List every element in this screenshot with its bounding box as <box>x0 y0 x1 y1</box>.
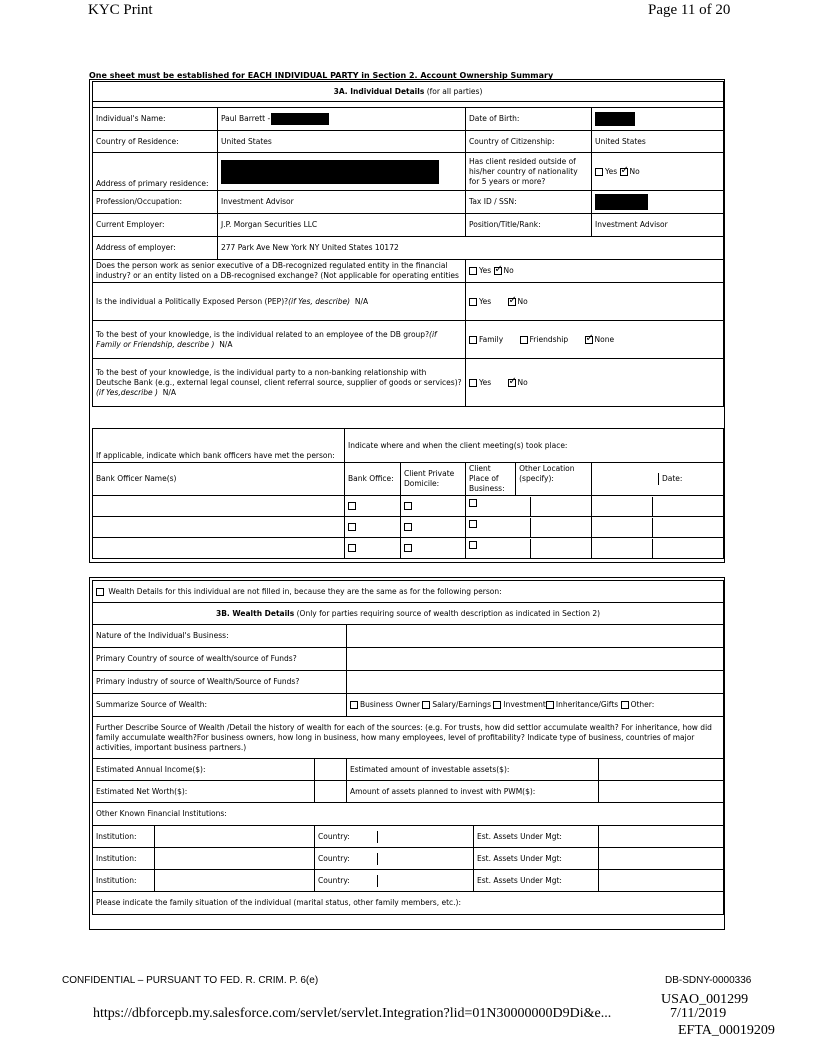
residence-value: United States <box>218 131 466 153</box>
client-place-checkbox[interactable] <box>469 499 477 507</box>
question-non-banking: To the best of your knowledge, is the individual party to a non-banking relationship with Deutsche Bank (e.g., external legal counsel, client referral source, supplier of goods or services)?(if Yes,describe ) N/A <box>93 359 466 407</box>
nature-business-label: Nature of the Individual's Business: <box>93 625 347 648</box>
col-bank-officer-name: Bank Officer Name(s) <box>93 463 345 496</box>
client-place-checkbox[interactable] <box>469 520 477 528</box>
client-place-checkbox[interactable] <box>469 541 477 549</box>
bank-office-checkbox[interactable] <box>348 502 356 510</box>
est-assets-input[interactable] <box>599 848 724 870</box>
meeting-row <box>93 517 724 538</box>
efta-number: EFTA_00019209 <box>678 1023 775 1038</box>
est-assets-label: Est. Assets Under Mgt: <box>474 848 599 870</box>
summarize-source-label: Summarize Source of Wealth: <box>93 694 347 717</box>
pep-yes-checkbox[interactable] <box>469 298 477 306</box>
bank-office-checkbox[interactable] <box>348 544 356 552</box>
redaction-block <box>221 160 439 184</box>
meeting-row <box>93 496 724 517</box>
col-bank-office: Bank Office: <box>345 463 401 496</box>
non-banking-options: Yes ✓ No <box>466 359 724 407</box>
position-label: Position/Title/Rank: <box>466 214 592 237</box>
meeting-row <box>93 538 724 559</box>
other-source-checkbox[interactable] <box>621 701 629 709</box>
senior-executive-options: Yes ✓ No <box>466 260 724 283</box>
meeting-location-label: Indicate where and when the client meeting(s) took place: <box>345 429 724 463</box>
db-employee-options: Family Friendship ✓ None <box>466 321 724 359</box>
usao-number: USAO_001299 <box>661 992 749 1007</box>
address-value <box>218 153 466 191</box>
resided-options: Yes ✓ No <box>592 153 724 191</box>
confidential-notice: CONFIDENTIAL – PURSUANT TO FED. R. CRIM. P. 6(e) <box>62 975 319 986</box>
employer-label: Current Employer: <box>93 214 218 237</box>
senior-exec-yes-checkbox[interactable] <box>469 267 477 275</box>
section-3a-title: 3A. Individual Details (for all parties) <box>93 82 724 102</box>
same-as-row: Wealth Details for this individual are not filled in, because they are the same as for the following person: <box>93 581 724 603</box>
bank-officer-input[interactable] <box>93 538 345 559</box>
position-value: Investment Advisor <box>592 214 724 237</box>
citizenship-value: United States <box>592 131 724 153</box>
page-number: Page 11 of 20 <box>648 2 731 18</box>
business-owner-checkbox[interactable] <box>350 701 358 709</box>
source-url: https://dbforcepb.my.salesforce.com/servlet/servlet.Integration?lid=01N30000000D9Di&e... <box>93 1006 612 1021</box>
primary-industry-label: Primary industry of source of Wealth/Source of Funds? <box>93 671 347 694</box>
print-date: 7/11/2019 <box>670 1006 727 1021</box>
resided-yes-checkbox[interactable] <box>595 168 603 176</box>
family-checkbox[interactable] <box>469 336 477 344</box>
est-assets-input[interactable] <box>599 826 724 848</box>
planned-assets-label: Amount of assets planned to invest with PWM($): <box>347 781 599 803</box>
pep-no-checkbox[interactable] <box>508 298 516 306</box>
further-describe-text: Further Describe Source of Wealth /Detail the history of wealth for each of the sources: (e.g. For trusts, how did settlor accumulate wealth? For inheritance, how did family accumulate wealth?For business owners, how long in business, how many employees, level of profitability? Indicate type of business, countries of major activities, important business partners.) <box>93 717 724 759</box>
col-date: Date: <box>592 463 724 496</box>
investable-assets-label: Estimated amount of investable assets($): <box>347 759 599 781</box>
institution-row <box>93 848 724 870</box>
resided-no-checkbox[interactable] <box>620 168 628 176</box>
est-assets-input[interactable] <box>599 870 724 892</box>
institution-label: Institution: <box>93 848 155 870</box>
institution-input[interactable] <box>155 848 315 870</box>
profession-label: Profession/Occupation: <box>93 191 218 214</box>
nature-business-input[interactable] <box>347 625 724 648</box>
net-worth-label: Estimated Net Worth($): <box>93 781 315 803</box>
bank-officer-input[interactable] <box>93 496 345 517</box>
country-cell: Country: <box>315 870 474 892</box>
senior-exec-no-checkbox[interactable] <box>494 267 502 275</box>
institution-row <box>93 826 724 848</box>
client-private-checkbox[interactable] <box>404 523 412 531</box>
question-senior-executive: Does the person work as senior executive of a DB-recognized regulated entity in the financial industry? or an entity listed on a DB-recognised exchange? (Not applicable for operating entities <box>93 260 466 283</box>
none-checkbox[interactable] <box>585 336 593 344</box>
source-options: Business Owner Salary/Earnings Investment Inheritance/Gifts Other: <box>347 694 724 717</box>
redaction-block <box>595 112 635 126</box>
employer-address-value: 277 Park Ave New York NY United States 10172 <box>218 237 724 260</box>
friendship-checkbox[interactable] <box>520 336 528 344</box>
country-cell: Country: <box>315 848 474 870</box>
pep-options: Yes ✓ No <box>466 283 724 321</box>
section-3b-table <box>92 580 724 915</box>
instruction-note: One sheet must be established for EACH INDIVIDUAL PARTY in Section 2. Account Ownership Summary <box>89 71 554 80</box>
section-3a-table <box>92 81 724 559</box>
family-situation-label: Please indicate the family situation of the individual (marital status, other family members, etc.): <box>93 892 724 915</box>
client-private-checkbox[interactable] <box>404 544 412 552</box>
annual-income-label: Estimated Annual Income($): <box>93 759 315 781</box>
other-fi-label: Other Known Financial Institutions: <box>93 803 724 826</box>
est-assets-label: Est. Assets Under Mgt: <box>474 870 599 892</box>
institution-label: Institution: <box>93 870 155 892</box>
redaction-block <box>271 113 329 125</box>
bank-officer-input[interactable] <box>93 517 345 538</box>
net-worth-input[interactable] <box>315 781 347 803</box>
est-assets-label: Est. Assets Under Mgt: <box>474 826 599 848</box>
institution-input[interactable] <box>155 870 315 892</box>
question-pep: Is the individual a Politically Exposed Person (PEP)?(if Yes, describe) N/A <box>93 283 466 321</box>
name-value: Paul Barrett - <box>218 108 466 131</box>
col-client-private-domicile: Client Private Domicile: <box>401 463 466 496</box>
resided-label: Has client resided outside of his/her country of nationality for 5 years or more? <box>466 153 592 191</box>
taxid-value <box>592 191 724 214</box>
employer-value: J.P. Morgan Securities LLC <box>218 214 466 237</box>
inheritance-checkbox[interactable] <box>546 701 554 709</box>
address-label: Address of primary residence: <box>93 153 218 191</box>
bank-office-checkbox[interactable] <box>348 523 356 531</box>
same-as-checkbox[interactable] <box>96 588 104 596</box>
print-header-title: KYC Print <box>88 2 153 18</box>
section-3b-title: 3B. Wealth Details (Only for parties requiring source of wealth description as indicated in Section 2) <box>93 603 724 625</box>
redaction-block <box>595 194 648 210</box>
taxid-label: Tax ID / SSN: <box>466 191 592 214</box>
investment-checkbox[interactable] <box>493 701 501 709</box>
investable-assets-input[interactable] <box>599 759 724 781</box>
primary-industry-input[interactable] <box>347 671 724 694</box>
dob-value <box>592 108 724 131</box>
citizenship-label: Country of Citizenship: <box>466 131 592 153</box>
bates-number: DB-SDNY-0000336 <box>665 975 752 986</box>
employer-address-label: Address of employer: <box>93 237 218 260</box>
institution-input[interactable] <box>155 826 315 848</box>
bank-officers-label: If applicable, indicate which bank officers have met the person: <box>93 429 345 463</box>
country-cell: Country: <box>315 826 474 848</box>
question-db-employee: To the best of your knowledge, is the individual related to an employee of the DB group?(if Family or Friendship, describe ) N/A <box>93 321 466 359</box>
salary-checkbox[interactable] <box>422 701 430 709</box>
non-banking-yes-checkbox[interactable] <box>469 379 477 387</box>
residence-label: Country of Residence: <box>93 131 218 153</box>
institution-label: Institution: <box>93 826 155 848</box>
institution-row <box>93 870 724 892</box>
non-banking-no-checkbox[interactable] <box>508 379 516 387</box>
name-label: Individual's Name: <box>93 108 218 131</box>
primary-country-label: Primary Country of source of wealth/source of Funds? <box>93 648 347 671</box>
planned-assets-input[interactable] <box>599 781 724 803</box>
dob-label: Date of Birth: <box>466 108 592 131</box>
annual-income-input[interactable] <box>315 759 347 781</box>
primary-country-input[interactable] <box>347 648 724 671</box>
client-private-checkbox[interactable] <box>404 502 412 510</box>
col-client-place-business: Client Place of Business: Other Location (specify): <box>466 463 592 496</box>
profession-value: Investment Advisor <box>218 191 466 214</box>
